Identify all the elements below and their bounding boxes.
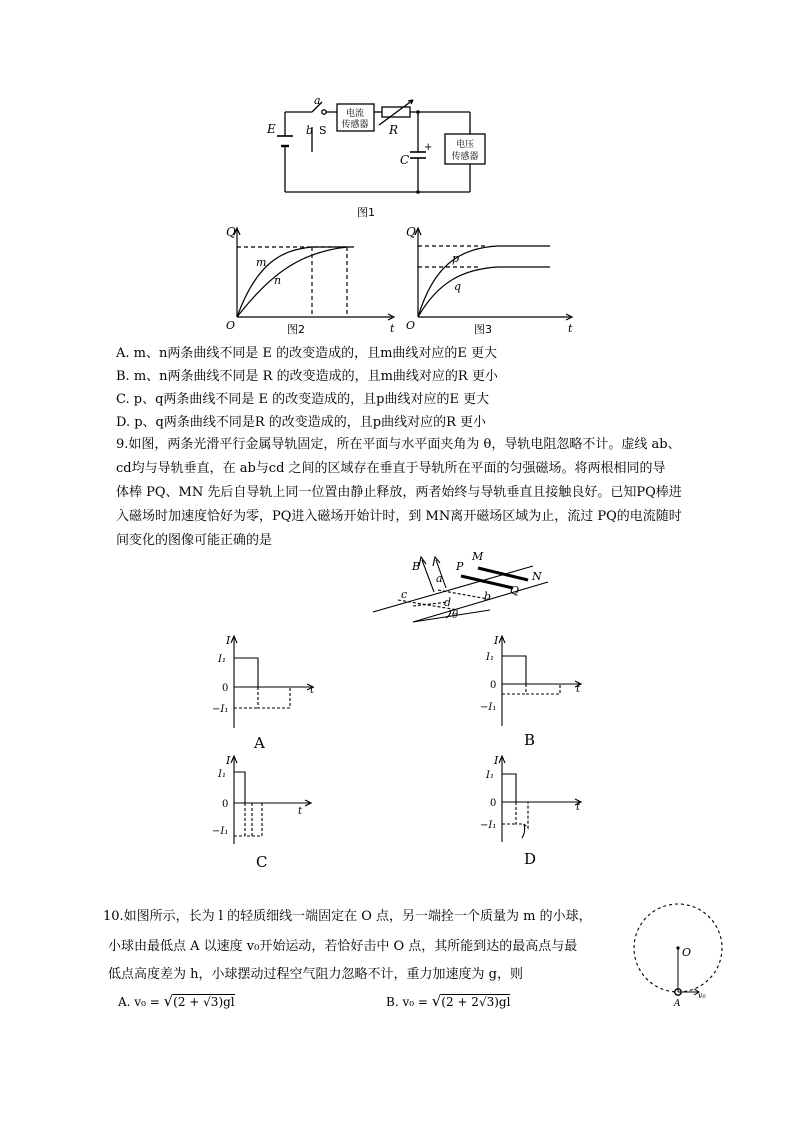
q8-option-a[interactable]: A. m、n两条曲线不同是 E 的改变造成的，且m曲线对应的E 更大: [116, 346, 498, 361]
q8-option-c[interactable]: C. p、q两条曲线不同是 E 的改变造成的，且p曲线对应的E 更大: [116, 392, 490, 407]
graph-c-origin: 0: [222, 799, 229, 810]
inner-radicand: 3: [486, 995, 495, 1009]
fig2-graph: [222, 222, 400, 340]
sqrt-sign: √: [431, 992, 442, 1010]
q9-line-3: 体棒 PQ、MN 先后自导轨上同一位置由静止释放，两者始终与导轨垂直且接触良好。已知PQ棒进: [116, 485, 682, 500]
pendulum-label-a: A: [674, 999, 681, 1009]
diagram-label-theta: θ: [452, 610, 459, 621]
graph-b-i1: I₁: [486, 652, 494, 663]
fig3-origin: O: [406, 319, 416, 332]
fig2-xlabel: t: [390, 322, 395, 335]
radicand-left: (2 + 2: [441, 995, 479, 1009]
switch-a-label: a: [314, 94, 321, 107]
circuit-figure: [260, 92, 490, 222]
graph-b-minus-i1: −I₁: [480, 702, 497, 713]
battery-label: E: [267, 122, 276, 136]
pendulum-label-v0: v₀: [698, 991, 706, 1000]
fig2-curve-m: m: [256, 256, 267, 269]
fig3-graph: [398, 222, 578, 340]
inner-radicand: 3: [210, 995, 219, 1009]
fig3-curve-p: p: [452, 252, 460, 265]
graph-b-letter: B: [524, 731, 536, 749]
capacitor-plus: +: [424, 142, 433, 153]
graph-d-ylabel: I: [494, 754, 499, 767]
q10-option-b-radicand: [441, 994, 510, 1009]
graph-d-minus-i1: −I₁: [480, 820, 497, 831]
graph-c-minus-i1: −I₁: [212, 826, 229, 837]
q10-line-2: 小球由最低点 A 以速度 v₀开始运动，若恰好击中 O 点，其所能到达的最高点与最: [108, 939, 578, 954]
fig3-xlabel: t: [568, 322, 573, 335]
graph-d-i1: I₁: [486, 770, 494, 781]
graph-a-xlabel: t: [310, 685, 315, 696]
inner-sqrt-sign: √: [203, 995, 211, 1009]
diagram-label-P: P: [456, 560, 464, 573]
graph-a-ylabel: I: [226, 634, 231, 647]
voltage-sensor-label-2: 传感器: [451, 152, 479, 162]
fig2-ylabel: Q: [226, 225, 236, 239]
graph-c-ylabel: I: [226, 754, 231, 767]
radicand-right: )gl: [218, 995, 235, 1009]
inner-sqrt-sign: √: [478, 995, 487, 1009]
diagram-label-N: N: [532, 570, 542, 583]
fig3-curve-q: q: [454, 280, 462, 293]
graph-option-d[interactable]: [480, 752, 590, 872]
pendulum-circle-figure: [628, 900, 728, 1010]
fig2-origin: O: [226, 319, 236, 332]
fig3-ylabel: Q: [406, 225, 416, 239]
diagram-label-Q: Q: [510, 584, 520, 597]
graph-b-xlabel: t: [576, 684, 581, 695]
diagram-label-b: b: [484, 590, 492, 603]
graph-option-c[interactable]: [212, 752, 322, 872]
graph-c-xlabel: t: [298, 806, 303, 817]
q8-option-d[interactable]: D. p、q两条曲线不同是R 的改变造成的，且p曲线对应的R 更小: [116, 415, 487, 430]
q9-line-4: 入磁场时加速度恰好为零，PQ进入磁场开始计时，到 MN离开磁场区域为止，流过 PQ的电流随时: [116, 509, 682, 524]
voltage-sensor-label-1: 电压: [455, 140, 475, 150]
q10-line-1: 10.如图所示，长为 l 的轻质细线一端固定在 O 点，另一端拴一个质量为 m 的小球，: [103, 909, 592, 924]
current-sensor-label-1: 电流: [345, 109, 365, 119]
graph-d-letter: D: [524, 850, 537, 868]
diagram-label-B: B: [412, 560, 421, 573]
diagram-label-M: M: [472, 550, 484, 563]
q9-line-2: cd均与导轨垂直，在 ab与cd 之间的区域存在垂直于导轨所在平面的匀强磁场。将两根相同的导: [116, 461, 666, 476]
diagram-label-a: a: [436, 572, 443, 585]
switch-b-label: b: [306, 124, 314, 137]
fig2-curve-n: n: [274, 274, 282, 287]
graph-a-minus-i1: −I₁: [212, 704, 229, 715]
capacitor-label: C: [400, 153, 410, 167]
graph-b-ylabel: I: [494, 634, 499, 647]
graph-option-b[interactable]: [480, 632, 590, 752]
sqrt-sign: √: [163, 992, 174, 1010]
diagram-label-d: d: [444, 596, 452, 609]
q10-option-a[interactable]: [118, 988, 235, 1015]
graph-d-xlabel: t: [576, 802, 581, 813]
fig3-caption: 图3: [474, 323, 492, 336]
fig1-caption: 图1: [357, 206, 375, 219]
graph-c-i1: I₁: [218, 769, 226, 780]
q10-option-b[interactable]: [386, 988, 510, 1015]
q9-line-1: 9.如图，两条光滑平行金属导轨固定，所在平面与水平面夹角为 θ，导轨电阻忽略不计。虚线 ab、: [116, 437, 681, 452]
q10-option-a-prefix: A. v₀ =: [118, 995, 164, 1009]
radicand-left: (2 +: [173, 995, 204, 1009]
graph-c-letter: C: [256, 853, 268, 871]
radicand-right: )gl: [494, 995, 511, 1009]
graph-option-a[interactable]: [212, 632, 322, 752]
q10-line-3: 低点高度差为 h，小球摆动过程空气阻力忽略不计，重力加速度为 g，则: [108, 967, 523, 982]
current-sensor-label-2: 传感器: [341, 120, 369, 130]
diagram-label-c: c: [401, 588, 408, 601]
rails-diagram: [368, 546, 558, 626]
q10-option-b-prefix: B. v₀ =: [386, 995, 432, 1009]
pendulum-label-o: O: [682, 946, 692, 959]
graph-a-origin: 0: [222, 683, 229, 694]
fig2-caption: 图2: [287, 323, 305, 336]
q8-option-b[interactable]: B. m、n两条曲线不同是 R 的改变造成的，且m曲线对应的R 更小: [116, 369, 498, 384]
graph-a-letter: A: [254, 734, 265, 752]
graph-a-i1: I₁: [218, 654, 226, 665]
switch-s-label: S: [319, 124, 327, 137]
resistor-label: R: [389, 123, 399, 137]
q10-option-a-radicand: [173, 994, 235, 1009]
q9-line-5: 间变化的图像可能正确的是: [116, 533, 273, 548]
graph-b-origin: 0: [490, 680, 497, 691]
graph-d-origin: 0: [490, 798, 497, 809]
